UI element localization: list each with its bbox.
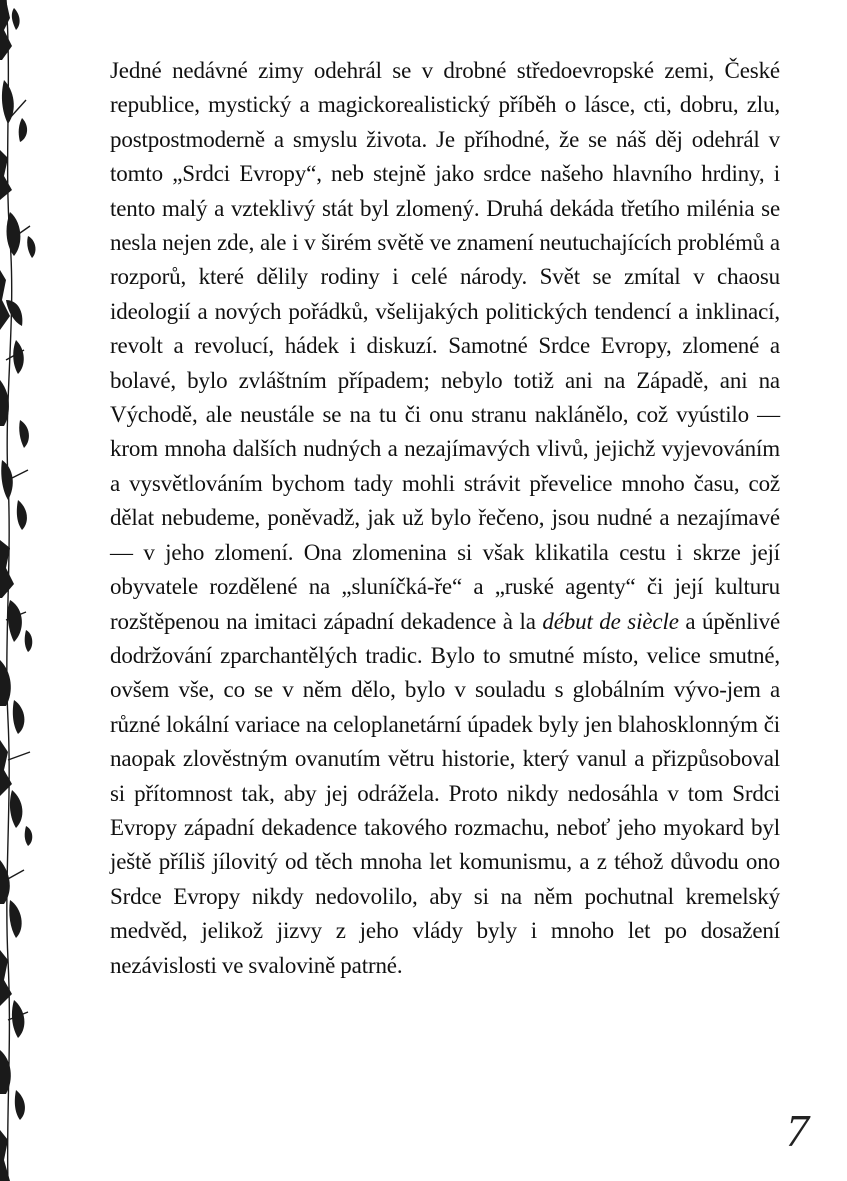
body-text-part-2: a úpěnlivé dodržování zparchantělých tradic. Bylo to smutné místo, velice smutné, ovšem vše, co se v něm dělo, bylo v souladu s globálním vývo-jem a různé lokální variace na celoplanetární úpadek byly jen blahosklonným či naopak zlověstným ovanutím větru historie, který vanul a přizpůsoboval si přítomnost tak, aby jej odrážela. Proto nikdy nedosáhla v tom Srdci Evropy západní dekadence takového rozmachu, neboť jeho myokard byl ještě příliš jílovitý od těch mnoha let komunismu, a z téhož důvodu ono Srdce Evropy nikdy nedovolilo, aby si na něm pochutnal kremelský medvěd, jelikož jizvy z jeho vlády byly i mnoho let po dosažení nezávislosti ve svalovině patrné. bbox=[110, 608, 781, 978]
page-number: 7 bbox=[786, 1105, 809, 1156]
body-text-part-1: Jedné nedávné zimy odehrál se v drobné středoevropské zemi, České republice, mystický a magickorealistický příběh o lásce, cti, dobru, zlu, postpostmoderně a smyslu života. Je příhodné, že se náš děj odehrál v tomto „Srdci Evropy“, neb stejně jako srdce našeho hlavního hrdiny, i tento malý a vzteklivý stát byl zlomený. Druhá dekáda třetího milénia se nesla nejen zde, ale i v širém světě ve znamení neutuchajících problémů a rozporů, které dělily rodiny i celé národy. Svět se zmítal v chaosu ideologií a nových pořádků, všelijakých politických tendencí a inklinací, revolt a revolucí, hádek i diskuzí. Samotné Srdce Evropy, zlomené a bolavé, bylo zvláštním případem; nebylo totiž ani na Západě, ani na Východě, ale neustále se na tu či onu stranu naklánělo, což vyústilo — krom mnoha dalších nudných a nezajímavých vlivů, jejichž vyjevováním a vysvětlováním bychom tady mohli strávit převelice mnoho času, což dělat nebudeme, poněvadž, jak už bylo řečeno, jsou nudné a nezajímavé — v jeho zlomení. Ona zlomenina si však klikatila cestu i skrze její obyvatele rozdělené na „sluníčká-ře“ a „ruské agenty“ či její kulturu rozštěpenou na imitaci západní dekadence à la bbox=[110, 58, 780, 634]
ink-plant-decoration bbox=[0, 0, 44, 1181]
body-paragraph bbox=[110, 54, 780, 983]
botanical-ink-border bbox=[0, 0, 44, 1181]
body-text-italic-phrase: début de siècle bbox=[542, 608, 679, 634]
